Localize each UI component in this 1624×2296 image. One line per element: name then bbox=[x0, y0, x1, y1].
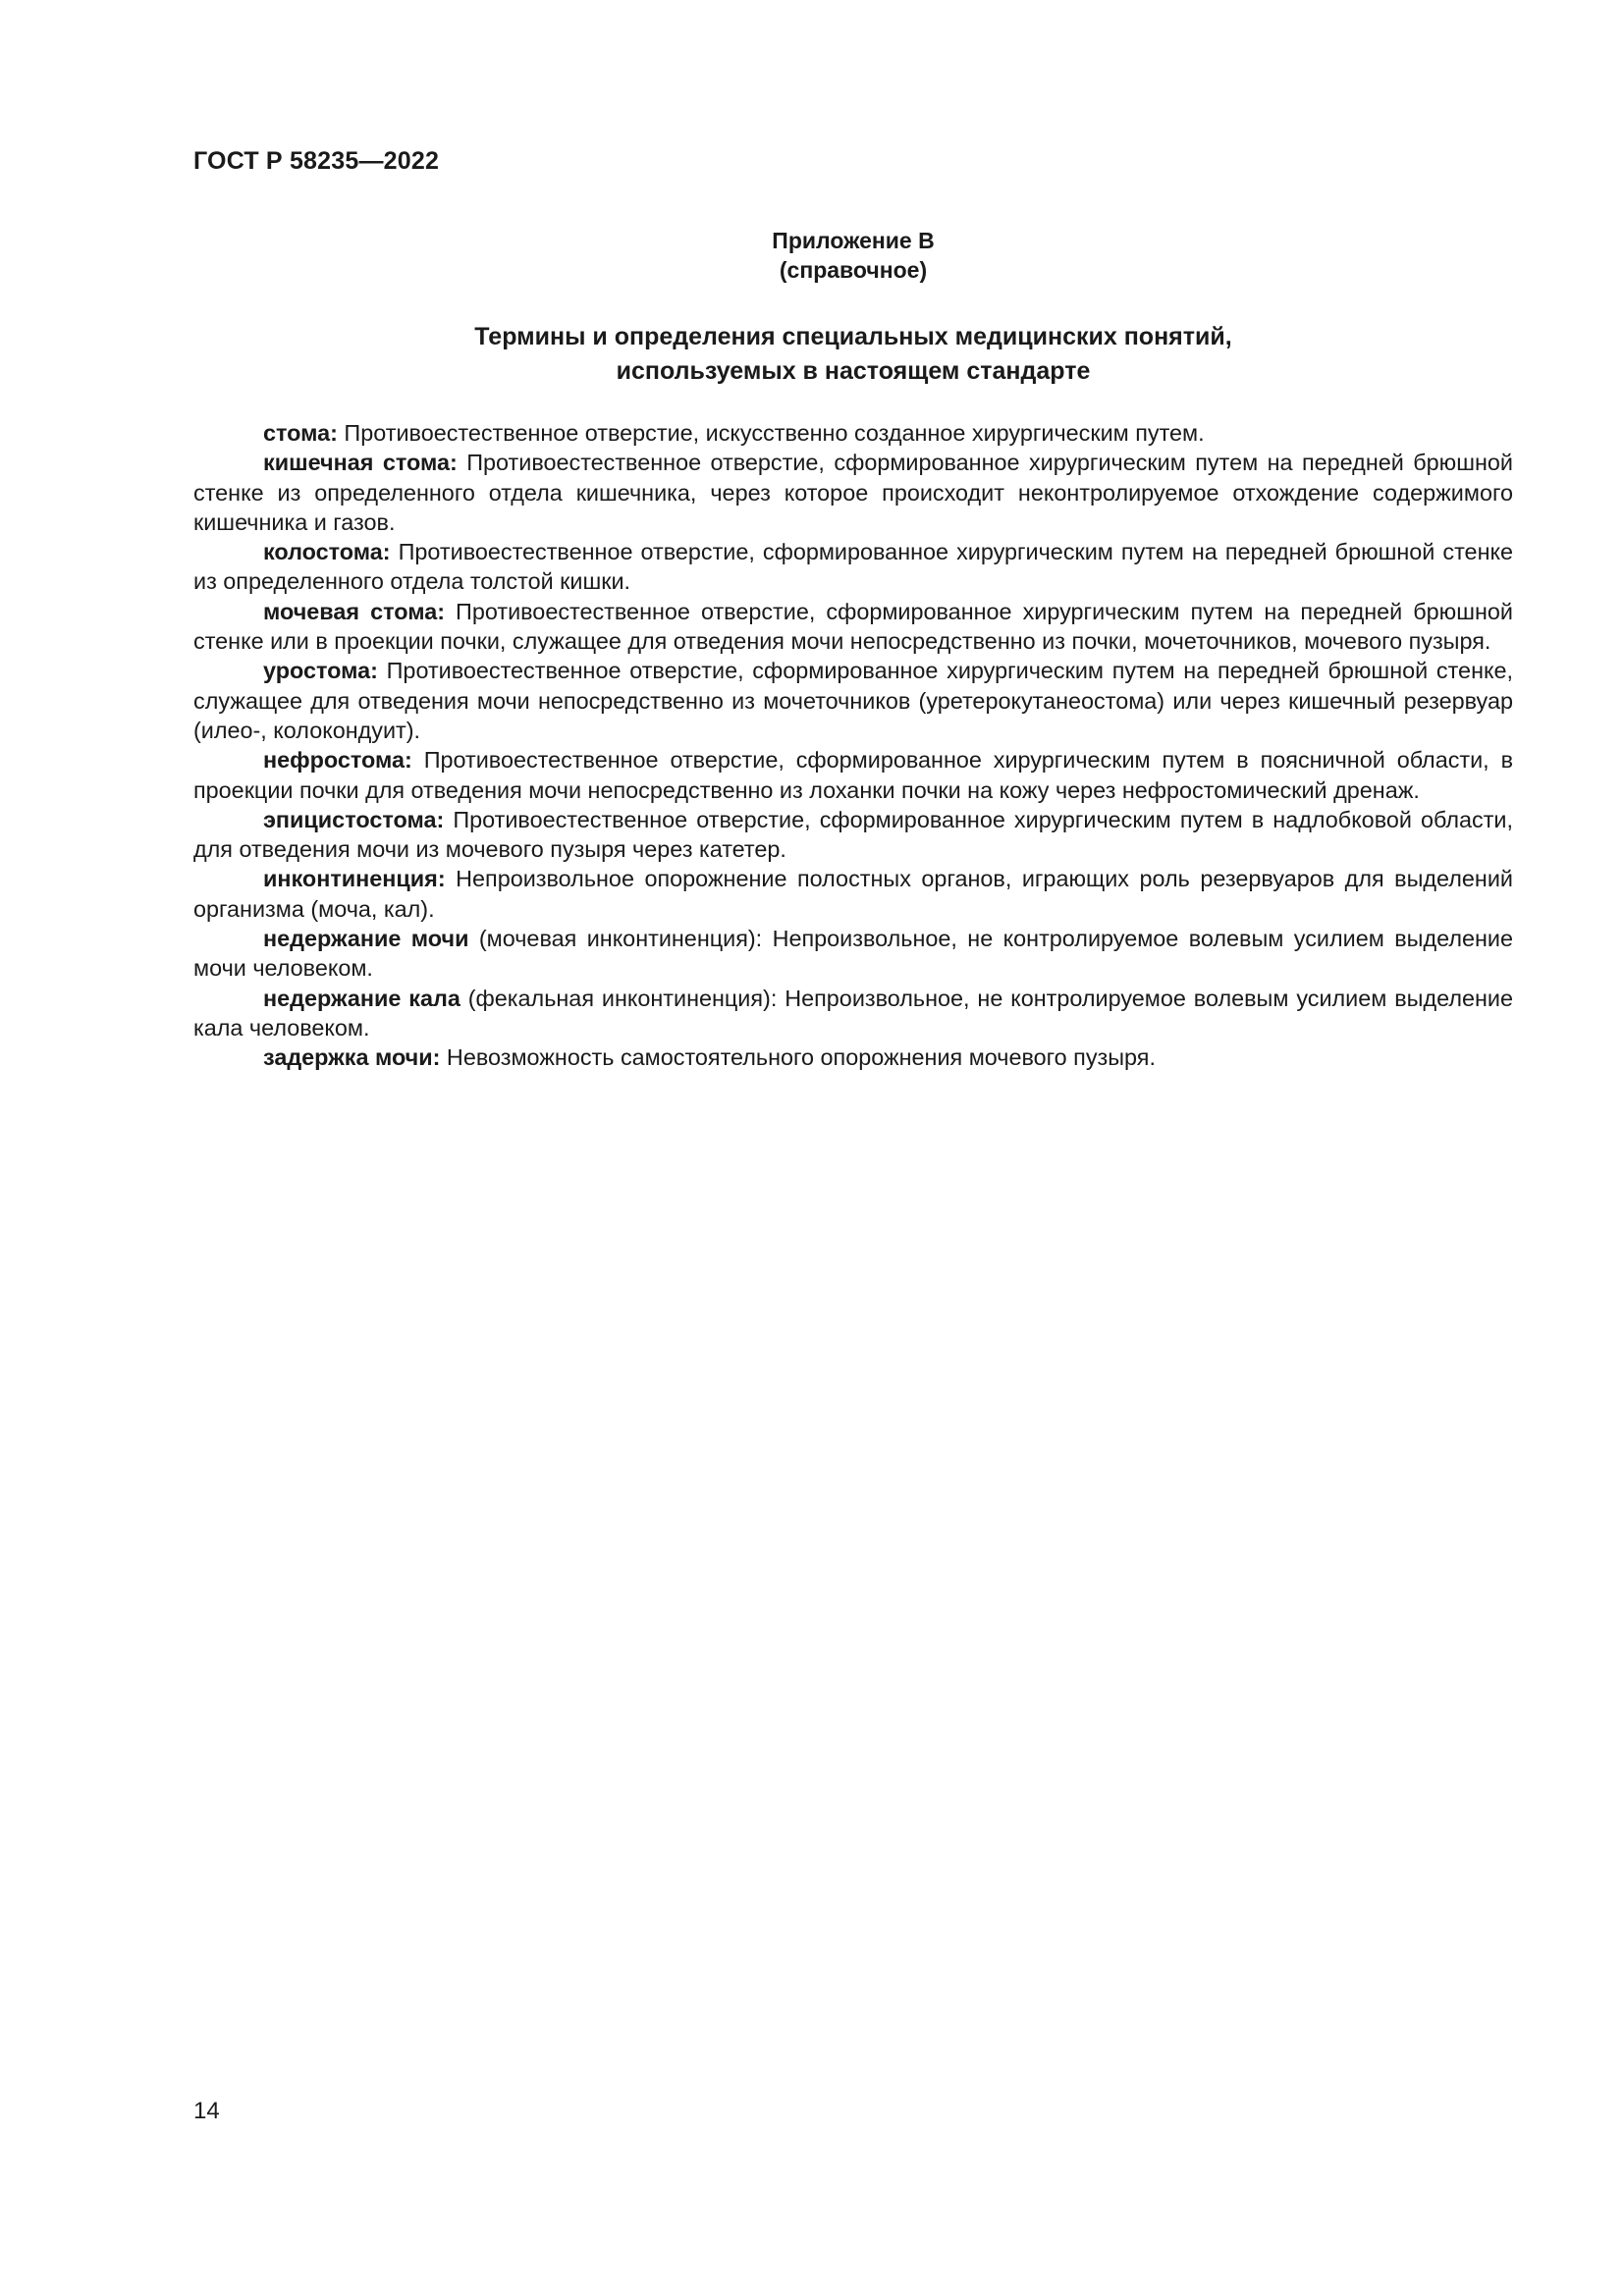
term-entry-fecal-incontinence bbox=[193, 984, 1513, 1043]
term-definition: Противоестественное отверстие, искусственно созданное хирургическим путем. bbox=[337, 420, 1205, 446]
term-name: колостома: bbox=[263, 539, 391, 565]
term-name: мочевая стома: bbox=[263, 598, 445, 624]
term-name: инконтиненция: bbox=[263, 866, 446, 892]
term-entry-urostomy bbox=[193, 656, 1513, 745]
term-entry-colostomy bbox=[193, 537, 1513, 597]
term-definition: Противоестественное отверстие, сформированное хирургическим путем на передней брюшной стенке или в проекции почки, служащее для отведения мочи непосредственно из почки, мочеточников, мочевого пузыря. bbox=[193, 598, 1513, 655]
appendix-title-line1: Термины и определения специальных медицинских понятий, bbox=[474, 323, 1232, 350]
term-name: задержка мочи: bbox=[263, 1044, 441, 1071]
term-entry-urinary-retention bbox=[193, 1042, 1513, 1072]
term-definition: Непроизвольное опорожнение полостных органов, играющих роль резервуаров для выделений организма (моча, кал). bbox=[193, 866, 1513, 922]
term-entry-nephrostomy bbox=[193, 745, 1513, 805]
term-entry-urinary-incontinence bbox=[193, 924, 1513, 984]
term-entry-urinary-stoma bbox=[193, 597, 1513, 657]
term-entry-stoma bbox=[193, 418, 1513, 448]
term-name: уростома: bbox=[263, 658, 378, 684]
term-definition: (фекальная инконтиненция): Непроизвольное, не контролируемое волевым усилием выделение кала человеком. bbox=[193, 985, 1513, 1041]
appendix-status: (справочное) bbox=[779, 257, 928, 283]
terms-list bbox=[193, 418, 1513, 1073]
term-name: кишечная стома: bbox=[263, 450, 458, 476]
term-definition: Невозможность самостоятельного опорожнения мочевого пузыря. bbox=[440, 1044, 1156, 1071]
term-definition: (мочевая инконтиненция): Непроизвольное, не контролируемое волевым усилием выделение мочи человеком. bbox=[193, 926, 1513, 982]
term-definition: Противоестественное отверстие, сформированное хирургическим путем в надлобковой области, для отведения мочи из мочевого пузыря через катетер. bbox=[193, 806, 1513, 863]
term-definition: Противоестественное отверстие, сформированное хирургическим путем на передней брюшной стенке, служащее для отведения мочи непосредственно из мочеточников (уретерокутанеостома) или через кишечный резервуар (илео-, колокондуит). bbox=[193, 658, 1513, 743]
appendix-heading bbox=[193, 226, 1513, 285]
term-entry-epicystostomy bbox=[193, 805, 1513, 865]
term-name: недержание мочи bbox=[263, 926, 469, 952]
term-entry-incontinence bbox=[193, 864, 1513, 924]
document-code: ГОСТ Р 58235—2022 bbox=[193, 147, 440, 175]
term-name: нефростома: bbox=[263, 747, 412, 774]
appendix-label: Приложение В bbox=[772, 228, 935, 253]
term-name: стома: bbox=[263, 420, 338, 446]
term-name: эпицистостома: bbox=[263, 806, 445, 832]
page-number: 14 bbox=[193, 2098, 220, 2124]
appendix-title bbox=[193, 320, 1513, 389]
term-definition: Противоестественное отверстие, сформированное хирургическим путем на передней брюшной стенке из определенного отдела кишечника, через которое происходит неконтролируемое отхождение содержимого кишечника и газов. bbox=[193, 450, 1513, 535]
term-definition: Противоестественное отверстие, сформированное хирургическим путем в поясничной области, в проекции почки для отведения мочи непосредственно из лоханки почки на кожу через нефростомический дренаж. bbox=[193, 747, 1513, 803]
appendix-title-line2: используемых в настоящем стандарте bbox=[616, 357, 1091, 385]
term-definition: Противоестественное отверстие, сформированное хирургическим путем на передней брюшной стенке из определенного отдела толстой кишки. bbox=[193, 539, 1513, 595]
term-name: недержание кала bbox=[263, 985, 460, 1011]
term-entry-intestinal-stoma bbox=[193, 448, 1513, 537]
